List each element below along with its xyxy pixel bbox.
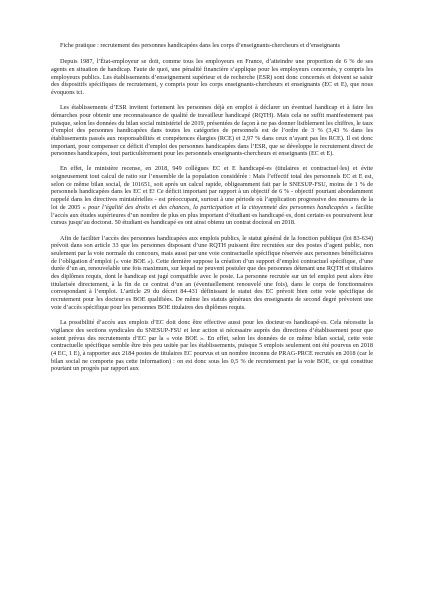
paragraph-4: Afin de faciliter l’accès des personnes handicapées aux emplois publics, le statut général de la fonction publique (loi 83-634) prévoit dans son article 33 que les personnes disposant d’une RQTH puissent être recrutées sur des postes d’agent public, non seulement par la voie normale du concours, mais aussi par une voie contractuelle spécifique réservée aux personnes bénéficiaires de l’obligation d’emploi (« voie BOE »). Cette dernière suppose la création d’un support d’emploi contractuel spécifique, d’une durée d’un an, renouvelable une fois maximum, sur lequel ne peuvent postuler que des personnes détenant une RQTH et titulaires des diplômes requis, dont le handicap est jugé compatible avec le poste. La personne recrutée sur un tel emploi peut alors être titularisée directement, à la fin de ce contrat d’un an (éventuellement renouvelé une fois), dans le corps de fonctionnaires correspondant à l’emploi. L’article 29 du décret 84-431 définissant le statut des EC prévoit bien cette voie spécifique de recrutement pour les docteur·es BOE qualifiées. De même les statuts généraux des enseignants de second degré prévoient une voie d’accès spécifique pour les personnes BOE titulaires des diplômes requis. <box>51 234 373 311</box>
document-title: Fiche pratique : recrutement des personnes handicapées dans les corps d’enseignants-chercheurs et d’enseignants <box>60 42 341 49</box>
paragraph-1: Depuis 1987, l’État-employeur se doit, comme tous les employeurs en France, d’atteindre une proportion de 6 % de ses agents en situation de handicap. Faute de quoi, une pénalité financière s’applique pour les employeurs concernés, y compris les employeurs publics. Les établissements d’enseignement supérieur et de recherche (ESR) sont donc concernés et doivent se saisir des dispositifs spécifiques de recrutement, y compris pour les corps enseignants-chercheurs et enseignants (EC et E), que nous évoquons ici. <box>51 58 373 96</box>
law-title-italic: pour l’égalité des droits et des chances, la participation et la citoyenneté des personnes handicapées <box>88 203 349 211</box>
paragraph-5: La possibilité d’accès aux emplois d’EC doit donc être effective aussi pour les docteur·es handicapé·es. Cela nécessite la vigilance des sections syndicales du SNESUP-FSU et leur action si nécessaire auprès des directions d’établissement pour que soient prévus des recrutements d’EC par la « voie BOE ». En effet, selon les données de ce même bilan social, cette voie contractuelle spécifique semble être très peu usitée par les établissements, puisque 5 emplois seulement ont été pourvus en 2018 (4 EC, 1 E), à rapporter aux 2184 postes de titulaires EC pourvus et un nombre inconnu de PRAG-PRCE recrutés en 2018 (car le bilan social ne comporte pas cette information) : on est donc sous les 0,5 % de recrutement par la voie BOE, ce qui constitue pourtant un progrès par rapport aux <box>51 319 373 373</box>
document-body <box>51 42 373 380</box>
paragraph-2: Les établissements d’ESR invitent fortement les personnes déjà en emploi à déclarer un éventuel handicap et à faire les démarches pour obtenir une reconnaissance de qualité de travailleur handicapé (RQTH). Mais cela ne suffit manifestement pas puisque, selon les données du bilan social ministériel de 2019, présentées de façon à ne pas donner lisiblement les chiffres, le taux d’emploi des personnes handicapées dans toutes les catégories de personnels est de l’ordre de 3 % (3,43 % dans les établissements passés aux responsabilités et compétences élargies (RCE) et 2,97 % dans ceux n’ayant pas les RCE). Il est donc important, pour compenser ce déficit d’emploi des personnes handicapées dans l’ESR, que se développe le recrutement direct de personnes handicapées, tout particulièrement pour les personnels enseignants-chercheurs et enseignants (EC et E). <box>51 104 373 158</box>
paragraph-3-text: En effet, le ministère recense, en 2018, 949 collègues EC et E handicapé-es (titulaires et contractuel·les) et évite soigneusement tout calcul de ratio sur l’ensemble de la population considérée : Mais l’effectif total des personnels EC et E est, selon ce même bilan social, de 101651, soit après un calcul rapide, obligeamment fait par le SNESUP-FSU, moins de 1 % de personnels handicapées dans les EC et E! Ce déficit important par rapport à un objectif de 6 % - objectif pourtant abondamment rappelé dans les directives ministérielles - est préoccupant, surtout à une période où l’application progressive des mesures de la loi de 2005 « pour l’égalité des droits et des chances, la participation et la citoyenneté des personnes handicapées » facilite l’accès aux études supérieures d’un nombre de plus en plus important d’étudiant·es handicapé·es, dont certain·es poursuivent leur cursus jusqu’au doctorat. 50 étudiant·es handicapé·es ont ainsi obtenu un contrat doctoral en 2018. <box>51 165 374 227</box>
paragraph-3 <box>51 165 373 227</box>
